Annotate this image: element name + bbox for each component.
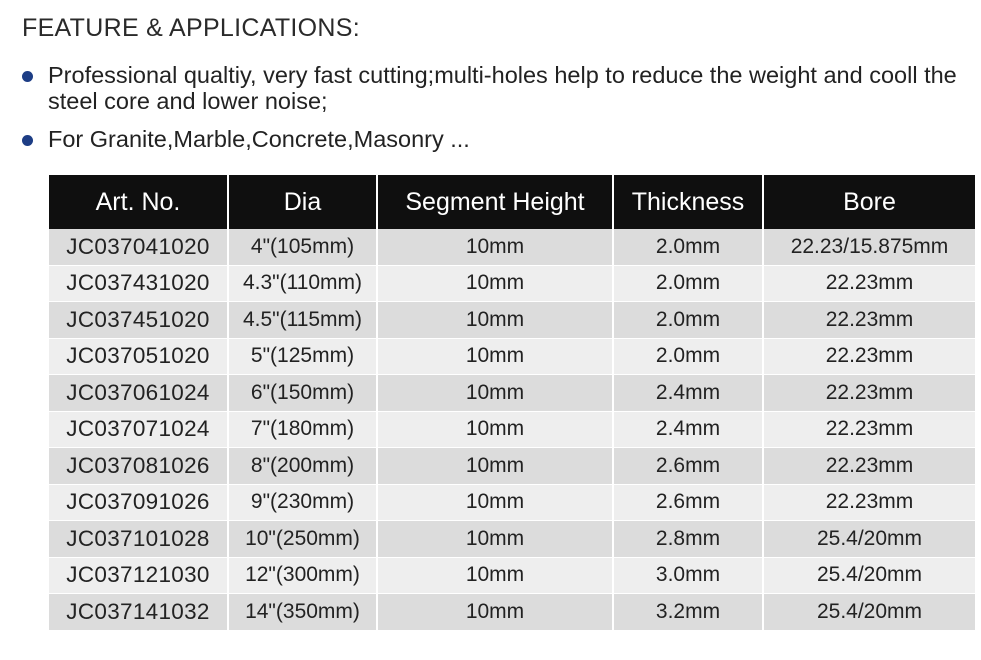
cell-thickness: 2.0mm xyxy=(613,338,763,375)
cell-art-no: JC037051020 xyxy=(49,338,228,375)
bullet-dot-icon xyxy=(22,135,33,146)
table-row xyxy=(49,557,975,594)
cell-segment-height: 10mm xyxy=(377,484,613,521)
cell-dia: 5"(125mm) xyxy=(228,338,377,375)
column-header-thickness: Thickness xyxy=(613,175,763,229)
cell-art-no: JC037041020 xyxy=(49,229,228,265)
table-row xyxy=(49,265,975,302)
cell-art-no: JC037141032 xyxy=(49,594,228,631)
column-header-segment-height: Segment Height xyxy=(377,175,613,229)
feature-item xyxy=(22,126,962,152)
cell-segment-height: 10mm xyxy=(377,229,613,265)
cell-dia: 4.3"(110mm) xyxy=(228,265,377,302)
cell-art-no: JC037081026 xyxy=(49,448,228,485)
table-row xyxy=(49,302,975,339)
cell-bore: 22.23/15.875mm xyxy=(763,229,975,265)
cell-segment-height: 10mm xyxy=(377,557,613,594)
table-row xyxy=(49,448,975,485)
cell-art-no: JC037061024 xyxy=(49,375,228,412)
feature-text: For Granite,Marble,Concrete,Masonry ... xyxy=(48,126,470,152)
cell-segment-height: 10mm xyxy=(377,265,613,302)
cell-thickness: 2.8mm xyxy=(613,521,763,558)
cell-thickness: 3.2mm xyxy=(613,594,763,631)
cell-dia: 12"(300mm) xyxy=(228,557,377,594)
cell-segment-height: 10mm xyxy=(377,302,613,339)
page-heading: FEATURE & APPLICATIONS: xyxy=(22,14,360,42)
cell-bore: 25.4/20mm xyxy=(763,521,975,558)
cell-art-no: JC037071024 xyxy=(49,411,228,448)
cell-dia: 9"(230mm) xyxy=(228,484,377,521)
feature-list xyxy=(22,62,962,152)
cell-segment-height: 10mm xyxy=(377,375,613,412)
table-body xyxy=(49,229,975,630)
cell-bore: 22.23mm xyxy=(763,484,975,521)
table-row xyxy=(49,521,975,558)
table-row xyxy=(49,594,975,631)
column-header-dia: Dia xyxy=(228,175,377,229)
cell-bore: 25.4/20mm xyxy=(763,557,975,594)
cell-bore: 22.23mm xyxy=(763,411,975,448)
cell-bore: 25.4/20mm xyxy=(763,594,975,631)
cell-segment-height: 10mm xyxy=(377,448,613,485)
cell-thickness: 2.6mm xyxy=(613,484,763,521)
cell-dia: 8"(200mm) xyxy=(228,448,377,485)
cell-bore: 22.23mm xyxy=(763,338,975,375)
cell-bore: 22.23mm xyxy=(763,448,975,485)
table-row xyxy=(49,484,975,521)
bullet-dot-icon xyxy=(22,71,33,82)
cell-bore: 22.23mm xyxy=(763,265,975,302)
cell-dia: 10"(250mm) xyxy=(228,521,377,558)
cell-dia: 6"(150mm) xyxy=(228,375,377,412)
cell-art-no: JC037431020 xyxy=(49,265,228,302)
cell-dia: 14"(350mm) xyxy=(228,594,377,631)
cell-dia: 7"(180mm) xyxy=(228,411,377,448)
cell-art-no: JC037121030 xyxy=(49,557,228,594)
table-row xyxy=(49,411,975,448)
cell-art-no: JC037091026 xyxy=(49,484,228,521)
cell-thickness: 2.0mm xyxy=(613,265,763,302)
cell-thickness: 2.4mm xyxy=(613,411,763,448)
cell-bore: 22.23mm xyxy=(763,375,975,412)
cell-bore: 22.23mm xyxy=(763,302,975,339)
cell-segment-height: 10mm xyxy=(377,521,613,558)
cell-thickness: 2.4mm xyxy=(613,375,763,412)
table-row xyxy=(49,375,975,412)
cell-segment-height: 10mm xyxy=(377,338,613,375)
cell-thickness: 3.0mm xyxy=(613,557,763,594)
cell-segment-height: 10mm xyxy=(377,594,613,631)
cell-thickness: 2.0mm xyxy=(613,302,763,339)
table-row xyxy=(49,338,975,375)
table-header-row xyxy=(49,175,975,229)
column-header-bore: Bore xyxy=(763,175,975,229)
column-header-art-no: Art. No. xyxy=(49,175,228,229)
cell-dia: 4.5"(115mm) xyxy=(228,302,377,339)
table-row xyxy=(49,229,975,265)
feature-item xyxy=(22,62,962,114)
cell-art-no: JC037451020 xyxy=(49,302,228,339)
cell-art-no: JC037101028 xyxy=(49,521,228,558)
cell-segment-height: 10mm xyxy=(377,411,613,448)
cell-thickness: 2.6mm xyxy=(613,448,763,485)
cell-dia: 4"(105mm) xyxy=(228,229,377,265)
cell-thickness: 2.0mm xyxy=(613,229,763,265)
spec-table xyxy=(49,175,975,631)
feature-text: Professional qualtiy, very fast cutting;multi-holes help to reduce the weight and cooll the steel core and lower noise; xyxy=(48,62,957,114)
